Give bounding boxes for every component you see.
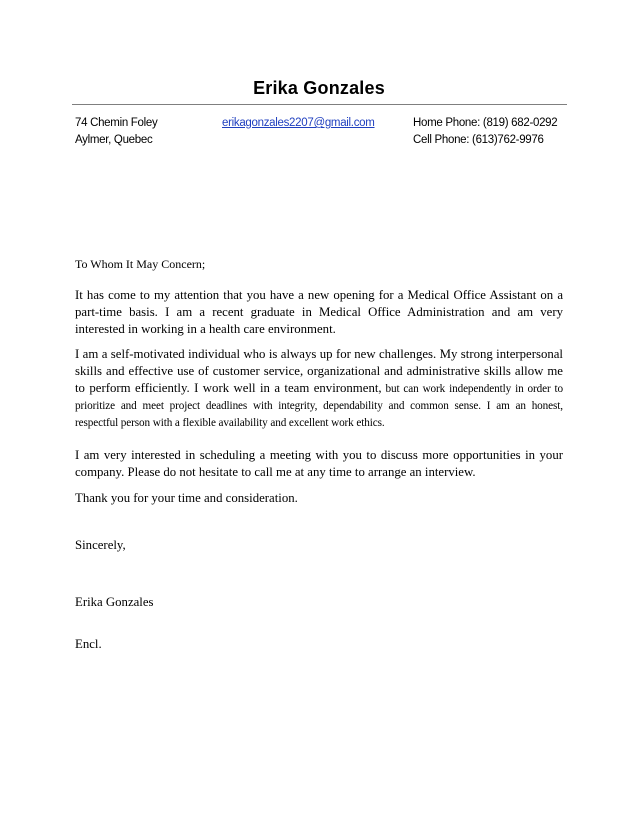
- body-paragraph-3: [75, 447, 563, 481]
- paragraph-2-tail: but can work independently in order to prioritize and meet project deadlines with integrity, dependability and common sense. I am an honest, respectful person with a flexible availability and excellent work ethics.: [75, 383, 563, 429]
- signature-name: Erika Gonzales: [75, 595, 154, 609]
- email-address: [222, 115, 375, 132]
- cell-phone: Cell Phone: (613)762-9976: [413, 134, 544, 146]
- body-paragraph-1: [75, 287, 563, 338]
- paragraph-2-main: I am a self-motivated individual who is always up for new challenges. My strong interpersonal skills and effective use of customer service, organizational and administrative skills allow me to perform efficiently. I work well in a team environment,: [75, 347, 563, 395]
- header-divider: [72, 104, 567, 105]
- address-line-1: 74 Chemin Foley: [75, 117, 158, 129]
- enclosure-note: Encl.: [75, 637, 102, 651]
- closing: Sincerely,: [75, 538, 126, 552]
- email-link[interactable]: erikagonzales2207@gmail.com: [222, 117, 375, 129]
- paragraph-text: [75, 346, 563, 431]
- paragraph-text: I am very interested in scheduling a meeting with you to discuss more opportunities in your company. Please do not hesitate to call me at any time to arrange an interview.: [75, 448, 563, 479]
- applicant-name: Erika Gonzales: [253, 78, 385, 98]
- salutation: To Whom It May Concern;: [75, 257, 206, 271]
- address-line-2: Aylmer, Quebec: [75, 134, 153, 146]
- mailing-address: [75, 115, 157, 149]
- paragraph-text: It has come to my attention that you have a new opening for a Medical Office Assistant on a part-time basis. I am a recent graduate in Medical Office Administration and am very interested in working in a health care environment.: [75, 288, 563, 336]
- body-paragraph-4: [75, 490, 563, 507]
- phone-numbers: [413, 115, 557, 149]
- home-phone: Home Phone: (819) 682-0292: [413, 117, 558, 129]
- body-paragraph-2: [75, 346, 563, 431]
- paragraph-text: Thank you for your time and consideration.: [75, 491, 298, 505]
